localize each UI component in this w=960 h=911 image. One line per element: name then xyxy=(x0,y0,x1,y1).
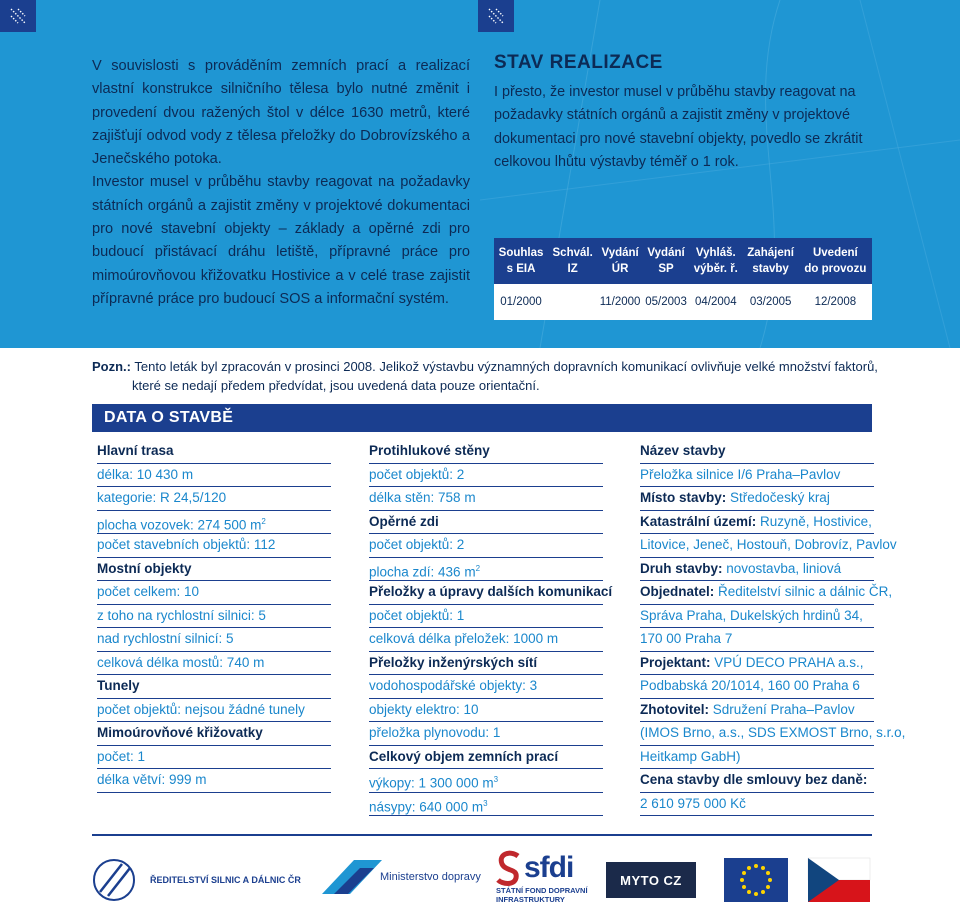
footer-rule xyxy=(92,834,872,836)
data-item-value: celková délka přeložek: 1000 m xyxy=(369,631,559,646)
data-heading xyxy=(369,581,613,605)
data-item-value: kategorie: R 24,5/120 xyxy=(97,490,227,505)
data-item-value: Opěrné zdi xyxy=(369,513,439,529)
data-item-value: přeložka plynovodu: 1 xyxy=(369,725,501,740)
intro-paragraph-1: V souvislosti s prováděním zemních prací a realizací vlastní konstrukce silničního tělesa bylo nutné změnit i provedení dvou ražených štol v délce 1630 metrů, které zajišťují odvod vody z tělesa přeložky do Dobrovízského a Jenečského potoka. xyxy=(92,58,470,168)
timeline-value xyxy=(548,284,597,320)
timeline-value: 11/2000 xyxy=(597,284,643,320)
data-item xyxy=(640,581,893,605)
data-item xyxy=(640,699,874,723)
timeline-value-row xyxy=(494,284,872,320)
md-emblem-icon xyxy=(320,856,384,898)
stav-realizace-text: I přesto, že investor musel v průběhu stavby reagovat na požadavky státních orgánů a zajistit změny v projektové dokumentaci pro nové stavební objekty, povedlo se zkrátit celkovou lhůtu výstavby téměř o 1 rok. xyxy=(494,84,863,170)
data-item-value: délka větví: 999 m xyxy=(97,772,207,787)
data-item-value: Protihlukové stěny xyxy=(369,443,490,458)
data-section-title: DATA O STAVBĚ xyxy=(92,404,872,432)
sfdi-s-icon xyxy=(496,850,522,886)
data-item xyxy=(640,628,874,652)
data-item-unit-exponent: 3 xyxy=(493,775,499,784)
data-item xyxy=(369,793,603,817)
data-item-value: Přeložky a úpravy dalších komunikací xyxy=(369,584,613,599)
rsd-logo-text: ŘEDITELSTVÍ SILNIC A DÁLNIC ČR xyxy=(150,875,301,885)
note-line-2: které se nedají předem předvídat, jsou uvedená data pouze orientační. xyxy=(132,378,540,393)
data-heading xyxy=(97,440,331,464)
data-item-value: Středočeský kraj xyxy=(730,490,830,505)
data-heading xyxy=(97,722,331,746)
data-item-value: Sdružení Praha–Pavlov xyxy=(712,701,855,717)
data-item-value: Název stavby xyxy=(640,443,726,458)
data-item xyxy=(369,628,603,652)
data-item-value: Přeložky inženýrských sítí xyxy=(369,654,538,670)
data-item-value: Hlavní trasa xyxy=(97,443,174,458)
data-item-value: počet objektů: 1 xyxy=(369,607,465,623)
data-heading xyxy=(640,440,874,464)
timeline-value: 12/2008 xyxy=(799,284,872,320)
data-heading xyxy=(369,652,603,676)
data-item-value: Ruzyně, Hostivice, xyxy=(760,513,872,529)
data-item-value: počet celkem: 10 xyxy=(97,584,200,599)
data-item xyxy=(97,511,331,535)
data-item xyxy=(640,652,874,676)
rsd-emblem-icon xyxy=(92,858,144,902)
data-item-value: Mimoúrovňové křižovatky xyxy=(97,725,263,740)
data-item-value: Ředitelství silnic a dálnic ČR, xyxy=(718,584,893,599)
data-item-key: Objednatel: xyxy=(640,584,719,599)
data-item-value: 170 00 Praha 7 xyxy=(640,631,733,646)
data-heading xyxy=(369,440,603,464)
data-item xyxy=(369,722,603,746)
data-item-value: plocha zdí: 436 m xyxy=(369,564,476,579)
data-item xyxy=(640,464,874,488)
note xyxy=(92,357,882,395)
data-item-value: 2 610 975 000 Kč xyxy=(640,795,746,811)
timeline-header: Vyhláš. výběr. ř. xyxy=(689,238,742,284)
data-column-2 xyxy=(369,440,613,816)
data-item xyxy=(369,487,603,511)
data-item-key: Projektant: xyxy=(640,654,715,670)
data-item xyxy=(97,464,331,488)
data-item-value: násypy: 640 000 m xyxy=(369,799,484,814)
data-item xyxy=(640,722,906,746)
data-item-value: (IMOS Brno, a.s., SDS EXMOST Brno, s.r.o, xyxy=(640,725,906,740)
data-item xyxy=(640,558,874,582)
sfdi-logo xyxy=(496,850,588,904)
data-item xyxy=(97,534,331,558)
data-item-key: Katastrální území: xyxy=(640,513,761,529)
data-item-value: Tunely xyxy=(97,678,140,693)
data-item-value: Heitkamp GabH) xyxy=(640,748,741,764)
timeline-header: Uvedení do provozu xyxy=(799,238,872,284)
data-item xyxy=(369,675,603,699)
data-item xyxy=(369,769,603,793)
data-item-value: počet: 1 xyxy=(97,748,146,764)
timeline-value: 05/2003 xyxy=(643,284,689,320)
data-item-value: celková délka mostů: 740 m xyxy=(97,654,265,670)
timeline-header: Zahájení stavby xyxy=(743,238,799,284)
data-item xyxy=(640,605,874,629)
czech-flag-icon xyxy=(808,858,870,902)
data-heading xyxy=(97,558,331,582)
data-item-value: počet objektů: nejsou žádné tunely xyxy=(97,701,305,717)
road-icon xyxy=(0,0,36,32)
timeline-value: 03/2005 xyxy=(743,284,799,320)
data-item-value: objekty elektro: 10 xyxy=(369,701,479,717)
myto-logo-text: MYTO CZ xyxy=(620,872,682,888)
stav-realizace-title: STAV REALIZACE xyxy=(494,52,663,73)
data-item-value: počet objektů: 2 xyxy=(369,537,465,552)
data-item xyxy=(369,699,603,723)
data-item-value: výkopy: 1 300 000 m xyxy=(369,775,494,791)
data-item xyxy=(640,487,874,511)
data-item-value: Podbabská 20/1014, 160 00 Praha 6 xyxy=(640,678,860,693)
data-item-value: novostavba, liniová xyxy=(726,560,842,576)
data-item-value: vodohospodářské objekty: 3 xyxy=(369,678,538,693)
data-item-value: Mostní objekty xyxy=(97,560,192,576)
data-item xyxy=(640,675,874,699)
sfdi-sub-2: INFRASTRUKTURY xyxy=(496,895,565,904)
data-item xyxy=(640,793,874,817)
rsd-logo xyxy=(92,858,301,902)
data-item-value: z toho na rychlostní silnici: 5 xyxy=(97,607,266,623)
data-item-value: Litovice, Jeneč, Hostouň, Dobrovíz, Pavlov xyxy=(640,537,897,552)
data-item-value: Cena stavby dle smlouvy bez daně: xyxy=(640,772,868,787)
intro-text xyxy=(92,55,470,311)
data-item xyxy=(97,605,331,629)
md-logo xyxy=(320,856,481,898)
data-heading xyxy=(640,769,874,793)
data-heading xyxy=(369,746,603,770)
data-item xyxy=(369,605,603,629)
data-item xyxy=(640,746,874,770)
timeline-header: Vydání SP xyxy=(643,238,689,284)
data-item xyxy=(97,769,331,793)
data-item-key: Druh stavby: xyxy=(640,560,727,576)
timeline-header: Souhlas s EIA xyxy=(494,238,548,284)
logo-strip xyxy=(92,850,872,910)
data-item xyxy=(369,558,603,582)
data-item-value: plocha vozovek: 274 500 m xyxy=(97,517,262,532)
data-item-value: nad rychlostní silnicí: 5 xyxy=(97,631,234,646)
data-item-value: délka: 10 430 m xyxy=(97,466,194,482)
data-item xyxy=(97,628,331,652)
data-item-value: počet objektů: 2 xyxy=(369,466,465,482)
data-heading xyxy=(369,511,603,535)
data-item-unit-exponent: 2 xyxy=(475,563,481,573)
data-item-value: délka stěn: 758 m xyxy=(369,490,476,505)
data-item xyxy=(97,487,331,511)
data-item xyxy=(640,534,897,558)
data-item xyxy=(97,581,331,605)
timeline-value: 04/2004 xyxy=(689,284,742,320)
data-item-value: VPÚ DECO PRAHA a.s., xyxy=(714,654,864,670)
data-item xyxy=(97,746,331,770)
sfdi-mark: sfdi xyxy=(524,851,574,884)
timeline-header: Vydání ÚR xyxy=(597,238,643,284)
data-item xyxy=(369,464,603,488)
data-column-3 xyxy=(640,440,906,816)
timeline-table xyxy=(494,238,872,320)
data-item-value: Celkový objem zemních prací xyxy=(369,748,559,764)
data-column-1 xyxy=(97,440,331,793)
eu-flag-icon xyxy=(724,858,788,902)
timeline-header-row xyxy=(494,238,872,284)
data-item-value: Přeložka silnice I/6 Praha–Pavlov xyxy=(640,466,841,482)
note-line-1: Tento leták byl zpracován v prosinci 2008. Jelikož výstavbu významných dopravních komunikací ovlivňuje velké množství faktorů, xyxy=(134,359,878,374)
data-item-unit-exponent: 2 xyxy=(261,516,266,526)
data-item-key: Místo stavby: xyxy=(640,490,731,505)
myto-logo xyxy=(606,862,696,898)
data-item-value: počet stavebních objektů: 112 xyxy=(97,537,276,552)
data-item xyxy=(640,511,874,535)
data-item xyxy=(97,699,331,723)
data-item-key: Zhotovitel: xyxy=(640,701,713,717)
note-label: Pozn.: xyxy=(92,359,131,374)
data-item-unit-exponent: 3 xyxy=(483,798,488,808)
data-item-value: Správa Praha, Dukelských hrdinů 34, xyxy=(640,607,863,623)
md-logo-text: Ministerstvo dopravy xyxy=(380,871,481,883)
timeline-value: 01/2000 xyxy=(494,284,548,320)
sfdi-sub-1: STÁTNÍ FOND DOPRAVNÍ xyxy=(496,886,588,895)
timeline-header: Schvál. IZ xyxy=(548,238,597,284)
intro-paragraph-2: Investor musel v průběhu stavby reagovat na požadavky státních orgánů a zajistit změny v projektové dokumentaci pro nové stavební objekty – základy a opěrné zdi pro budoucí přistávací dráhu letiště, přípravné práce pro mimoúrovňovou křižovatku Hostivice a v celé trase zajistit přípravné práce pro budoucí SOS a informační systém. xyxy=(92,174,470,307)
data-heading xyxy=(97,675,331,699)
data-item xyxy=(97,652,331,676)
data-item xyxy=(369,534,603,558)
